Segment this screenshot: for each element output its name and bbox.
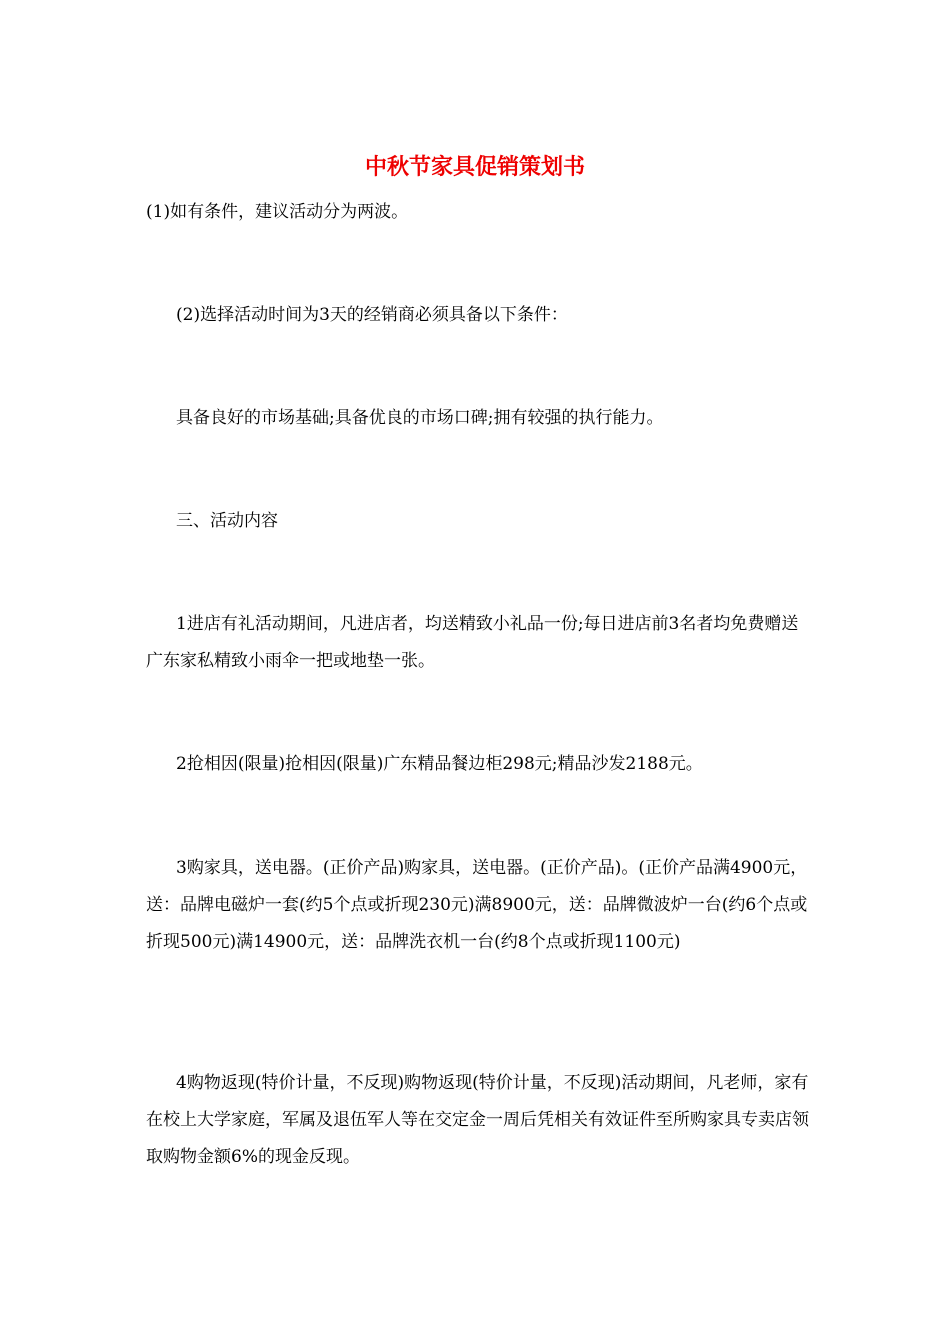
section-heading-activity-content: 三、活动内容 <box>176 511 278 531</box>
paragraph-2: (2)选择活动时间为3天的经销商必须具备以下条件： <box>176 305 568 325</box>
paragraph-item-4: 4购物返现(特价计量，不反现)购物返现(特价计量，不反现)活动期间，凡老师，家有在校上大学家庭，军属及退伍军人等在交定金一周后凭相关有效证件至所购家具专卖店领取购物金额6%的现金反现。 <box>146 1073 809 1167</box>
paragraph-item-1: 1进店有礼活动期间，凡进店者，均送精致小礼品一份;每日进店前3名者均免费赠送广东家私精致小雨伞一把或地垫一张。 <box>146 614 799 671</box>
paragraph-3: 具备良好的市场基础;具备优良的市场口碑;拥有较强的执行能力。 <box>176 408 664 428</box>
document-title: 中秋节家具促销策划书 <box>364 155 585 180</box>
paragraph-1: (1)如有条件，建议活动分为两波。 <box>146 202 409 222</box>
paragraph-item-2: 2抢相因(限量)抢相因(限量)广东精品餐边柜298元;精品沙发2188元。 <box>176 754 703 774</box>
paragraph-item-3: 3购家具，送电器。(正价产品)购家具，送电器。(正价产品)。(正价产品满4900元，送：品牌电磁炉一套(约5个点或折现230元)满8900元，送：品牌微波炉一台(约6个点或折现500元)满14900元，送：品牌洗衣机一台(约8个点或折现1100元) <box>146 858 808 952</box>
